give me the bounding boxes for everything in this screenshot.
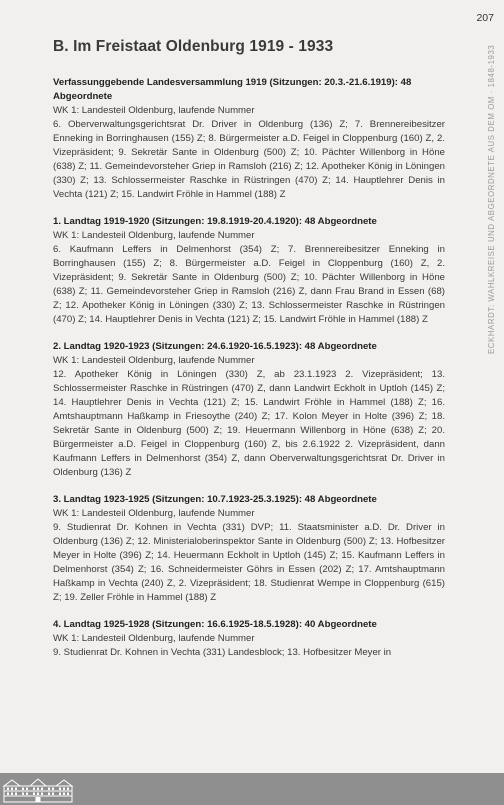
page-content (53, 38, 445, 673)
section-subtitle: WK 1: Landesteil Oldenburg, laufende Nummer (53, 355, 255, 366)
section-body: 9. Studienrat Dr. Kohnen in Vechta (331) Landesblock; 13. Hofbesitzer Meyer in (53, 647, 392, 658)
section-title: Verfassunggebende Landesversammlung 1919 (Sitzungen: 20.3.-21.6.1919): 48 Abgeordnete (53, 77, 412, 102)
section-body: 12. Apotheker König in Löningen (330) Z, ab 23.1.1923 2. Vizepräsident; 13. Schlossermeister Raschke in Rüstringen (470) Z, dann Landwirt Eckholt in Uptloh (145) Z; 14. Hauptlehrer Denis in Vechta (121) Z; 15. Landwirt Fröhle in Hammel (188) Z; 16. Amtshauptmann Haßkamp in Friesoythe (240) Z; 17. Kolon Meyer in Holte (396) Z; 18. Sekretär Sante in Oldenburg (500) Z; 19. Heuermann Willenborg in Höne (638) Z; 20. Bürgermeister a.D. Feigel in Cloppenburg (160) Z, bis 2.6.1922 2. Vizepräsident, dann Kaufmann Leffers in Delmenhorst (354) Z, dann Oberverwaltungsgerichtsrat Dr. Driver in Oldenburg (136) Z (53, 369, 445, 478)
section-body: 9. Studienrat Dr. Kohnen in Vechta (331) DVP; 11. Staatsminister a.D. Dr. Driver in Oldenburg (136) Z; 12. Ministerialoberinspektor Sante in Oldenburg (500) Z; 13. Hofbesitzer Meyer in Holte (396) Z; 14. Heuermann Eckholt in Uptloh (145) Z; 15. Kaufmann Leffers in Delmenhorst (354) Z; 16. Schneidermeister Göhrs in Essen (202) Z; 17. Amtshauptmann Haßkamp in Vechta (240) Z, 2. Vizepräsident; 18. Studienrat Wempe in Cloppenburg (615) Z; 19. Zeller Fröhle in Hammel (188) Z (53, 522, 445, 603)
section-subtitle: WK 1: Landesteil Oldenburg, laufende Nummer (53, 508, 255, 519)
section-landtag-4 (53, 618, 445, 660)
section-title: 4. Landtag 1925-1928 (Sitzungen: 16.6.1925-18.5.1928): 40 Abgeordnete (53, 619, 377, 630)
section-subtitle: WK 1: Landesteil Oldenburg, laufende Nummer (53, 105, 255, 116)
section-body: 6. Oberverwaltungsgerichtsrat Dr. Driver in Oldenburg (136) Z; 7. Brennereibesitzer Enneking in Borringhausen (155) Z; 8. Bürgermeister a.D. Feigel in Cloppenburg (160) Z, 2. Vizepräsident; 9. Sekretär Sante in Oldenburg (500) Z; 10. Pächter Willenborg in Höne (638) Z; 11. Gemeindevorsteher Griep in Ramsloh (216) Z; 12. Apotheker König in Löningen (330) Z; 13. Schlossermeister Raschke in Rüstringen (470) Z; 14. Hauptlehrer Denis in Vechta (121) Z; 15. Landwirt Fröhle in Hammel (188) Z (53, 119, 445, 200)
section-landtag-3 (53, 493, 445, 605)
section-title: 2. Landtag 1920-1923 (Sitzungen: 24.6.1920-16.5.1923): 48 Abgeordnete (53, 341, 377, 352)
section-body: 6. Kaufmann Leffers in Delmenhorst (354) Z; 7. Brennereibesitzer Enneking in Borringhausen (155) Z; 8. Bürgermeister a.D. Feigel in Cloppenburg (160) Z, 2. Vizepräsident; 9. Sekretär Sante in Oldenburg (500) Z; 10. Pächter Willenborg in Höne (638) Z; 11. Gemeindevorsteher Griep in Ramsloh (216) Z, dann Frau Brand in Essen (68) Z; 12. Apotheker König in Löningen (330) Z; 13. Schlossermeister Raschke in Rüstringen (470) Z; 14. Hauptlehrer Denis in Vechta (121) Z; 15. Landwirt Fröhle in Hammel (188) Z (53, 244, 445, 325)
section-landesversammlung-1919 (53, 76, 445, 202)
section-title: 3. Landtag 1923-1925 (Sitzungen: 10.7.1923-25.3.1925): 48 Abgeordnete (53, 494, 377, 505)
page-number: 207 (476, 12, 494, 24)
section-subtitle: WK 1: Landesteil Oldenburg, laufende Nummer (53, 230, 255, 241)
section-title: 1. Landtag 1919-1920 (Sitzungen: 19.8.1919-20.4.1920): 48 Abgeordnete (53, 216, 377, 227)
section-landtag-2 (53, 340, 445, 480)
running-header-vertical: ECKHARDT: WAHLKREISE UND ABGEORDNETE AUS DEM OM · 1848-1933 (487, 45, 496, 355)
building-logo-icon (2, 777, 74, 803)
section-subtitle: WK 1: Landesteil Oldenburg, laufende Nummer (53, 633, 255, 644)
section-landtag-1 (53, 215, 445, 327)
footer-bar (0, 773, 504, 805)
chapter-heading: B. Im Freistaat Oldenburg 1919 - 1933 (53, 38, 334, 55)
